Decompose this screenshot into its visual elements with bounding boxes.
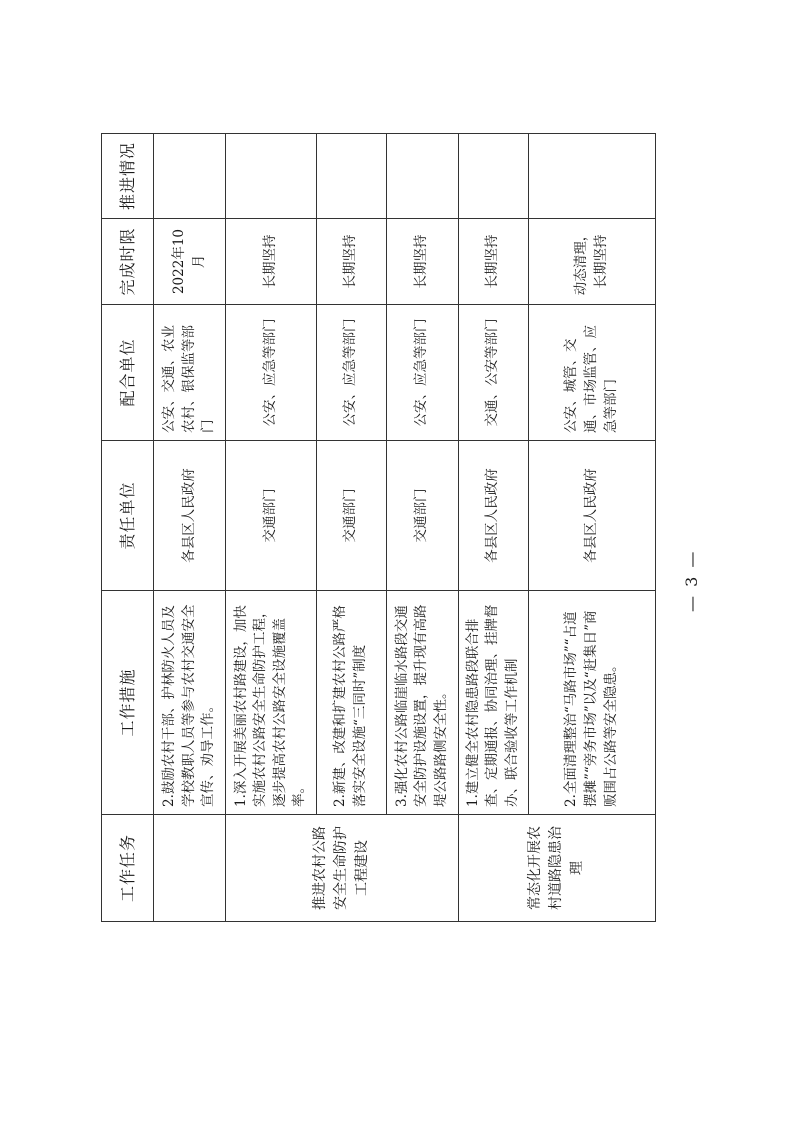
measure-cell: 1.深入开展美丽农村路建设，加快实施农村公路安全生命防护工程，逐步提高农村公路安全设施覆盖率。 xyxy=(226,591,316,815)
deadline-cell: 动态清理，长期坚持 xyxy=(528,219,655,305)
cooperating-cell: 公安、应急等部门 xyxy=(316,305,386,441)
cooperating-cell: 公安、应急等部门 xyxy=(226,305,316,441)
table-row xyxy=(316,134,386,922)
header-deadline: 完成时限 xyxy=(102,219,154,305)
table-row xyxy=(528,134,655,922)
table-row xyxy=(386,134,458,922)
header-responsible: 责任单位 xyxy=(102,441,154,591)
deadline-cell: 2022年10月 xyxy=(154,219,226,305)
work-task-table xyxy=(101,133,656,922)
progress-cell xyxy=(528,134,655,219)
task-cell xyxy=(154,815,226,922)
progress-cell xyxy=(316,134,386,219)
header-measure: 工作措施 xyxy=(102,591,154,815)
responsible-cell: 交通部门 xyxy=(316,441,386,591)
task-cell: 推进农村公路安全生命防护工程建设 xyxy=(226,815,459,922)
measure-cell: 2.新建、改建和扩建农村公路严格落实安全设施“三同时”制度 xyxy=(316,591,386,815)
responsible-cell: 交通部门 xyxy=(386,441,458,591)
progress-cell xyxy=(226,134,316,219)
measure-cell: 1.建立健全农村隐患路段联合排查、定期通报、协同治理、挂牌督办、联合验收等工作机制 xyxy=(458,591,528,815)
responsible-cell: 各县区人民政府 xyxy=(458,441,528,591)
measure-cell: 3.强化农村公路临崖临水路段交通安全防护设施设置，提升现有高路堤公路路侧安全性。 xyxy=(386,591,458,815)
progress-cell xyxy=(154,134,226,219)
deadline-cell: 长期坚持 xyxy=(316,219,386,305)
deadline-cell: 长期坚持 xyxy=(458,219,528,305)
cooperating-cell: 公安、应急等部门 xyxy=(386,305,458,441)
measure-cell: 2.鼓励农村干部、护林防火人员及学校教职人员等参与农村交通安全宣传、劝导工作。 xyxy=(154,591,226,815)
progress-cell xyxy=(458,134,528,219)
header-task: 工作任务 xyxy=(102,815,154,922)
deadline-cell: 长期坚持 xyxy=(386,219,458,305)
measure-cell: 2.全面清理整治“马路市场”“占道摆摊”“旁务市场”以及“赶集日”商贩围占公路等安全隐患。 xyxy=(528,591,655,815)
task-cell: 常态化开展农村道路隐患治理 xyxy=(458,815,655,922)
responsible-cell: 交通部门 xyxy=(226,441,316,591)
deadline-cell: 长期坚持 xyxy=(226,219,316,305)
table-row xyxy=(154,134,226,922)
cooperating-cell: 公安、城管、交通、市场监管、应急等部门 xyxy=(528,305,655,441)
progress-cell xyxy=(386,134,458,219)
table-row xyxy=(226,134,316,922)
page-number: — 3 — xyxy=(682,549,701,612)
header-progress: 推进情况 xyxy=(102,134,154,219)
cooperating-cell: 交通、公安等部门 xyxy=(458,305,528,441)
table-row xyxy=(458,134,528,922)
rotated-table-wrapper xyxy=(101,134,656,922)
table-header-row xyxy=(102,134,154,922)
cooperating-cell: 公安、交通、农业农村、银保监等部门 xyxy=(154,305,226,441)
responsible-cell: 各县区人民政府 xyxy=(154,441,226,591)
responsible-cell: 各县区人民政府 xyxy=(528,441,655,591)
header-cooperating: 配合单位 xyxy=(102,305,154,441)
